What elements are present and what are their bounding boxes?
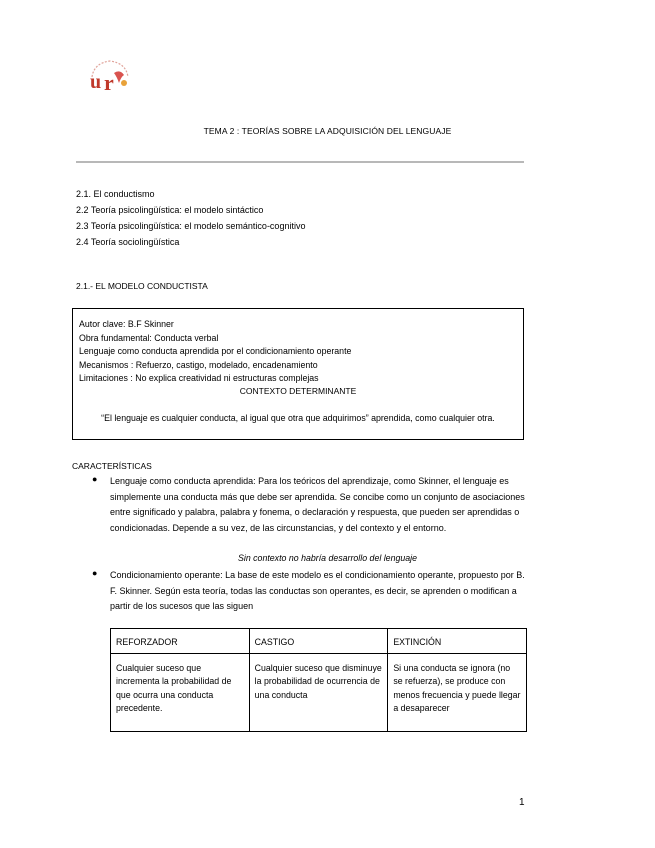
university-logo bbox=[86, 57, 134, 93]
bullet-text: Lenguaje como conducta aprendida: Para los teóricos del aprendizaje, como Skinner, el lenguaje es simplemente una conducta más que debe ser aprendida. Se concibe como un conjunto de asociaciones entre significado y palabra, palabra y fonema, o declaración y respuesta, que pueden ser aprendidas o condicionadas. Depende a su vez, de las circunstancias, y del contexto y el entorno. bbox=[110, 476, 525, 533]
divider bbox=[76, 161, 524, 163]
toc-item: 2.2 Teoría psicolingüística: el modelo sintáctico bbox=[76, 205, 264, 215]
table-header-row bbox=[111, 629, 527, 654]
italic-note: Sin contexto no habría desarrollo del lenguaje bbox=[238, 553, 417, 563]
column-header: EXTINCIÓN bbox=[393, 637, 442, 647]
svg-text:u: u bbox=[90, 71, 102, 93]
conditioning-table bbox=[110, 628, 527, 732]
column-header: CASTIGO bbox=[254, 637, 295, 647]
document-title: TEMA 2 : TEORÍAS SOBRE LA ADQUISICIÓN DEL LENGUAJE bbox=[203, 126, 452, 136]
table-row bbox=[111, 654, 527, 732]
svg-text:r: r bbox=[104, 70, 114, 93]
bullet-icon: ● bbox=[92, 474, 98, 484]
quote: “El lenguaje es cualquier conducta, al igual que otra que adquirimos” aprendida, como cualquier otra. bbox=[101, 413, 495, 423]
section-heading: 2.1.- EL MODELO CONDUCTISTA bbox=[76, 281, 208, 291]
bullet-text: Condicionamiento operante: La base de este modelo es el condicionamiento operante, propuesto por B. F. Skinner. Según esta teoría, todas las conductas son operantes, es decir, se aprenden o modifican a partir de los sucesos que las siguen bbox=[110, 570, 525, 611]
context-label: CONTEXTO DETERMINANTE bbox=[239, 386, 357, 396]
box-line: Limitaciones : No explica creatividad ni estructuras complejas bbox=[79, 373, 319, 384]
toc-item: 2.1. El conductismo bbox=[76, 189, 155, 199]
table-of-contents bbox=[76, 186, 305, 250]
column-header: REFORZADOR bbox=[116, 637, 178, 647]
toc-item: 2.3 Teoría psicolingüística: el modelo semántico-cognitivo bbox=[76, 221, 306, 231]
table-cell: Si una conducta se ignora (no se refuerza), se produce con menos frecuencia y puede llegar a desaparecer bbox=[393, 663, 521, 714]
characteristics-heading: CARACTERÍSTICAS bbox=[72, 461, 152, 471]
toc-item: 2.4 Teoría sociolingüística bbox=[76, 237, 180, 247]
summary-box bbox=[72, 308, 524, 440]
table-cell: Cualquier suceso que disminuye la probabilidad de ocurrencia de una conducta bbox=[254, 663, 382, 700]
box-line: Obra fundamental: Conducta verbal bbox=[79, 332, 219, 343]
bullet-icon: ● bbox=[92, 568, 98, 578]
box-line: Lenguaje como conducta aprendida por el condicionamiento operante bbox=[79, 346, 352, 357]
box-line: Autor clave: B.F Skinner bbox=[79, 319, 174, 329]
box-line: Mecanismos : Refuerzo, castigo, modelado, encadenamiento bbox=[79, 359, 318, 370]
page-number: 1 bbox=[519, 797, 525, 808]
table-cell: Cualquier suceso que incrementa la probabilidad de que ocurra una conducta precedente. bbox=[116, 663, 232, 714]
